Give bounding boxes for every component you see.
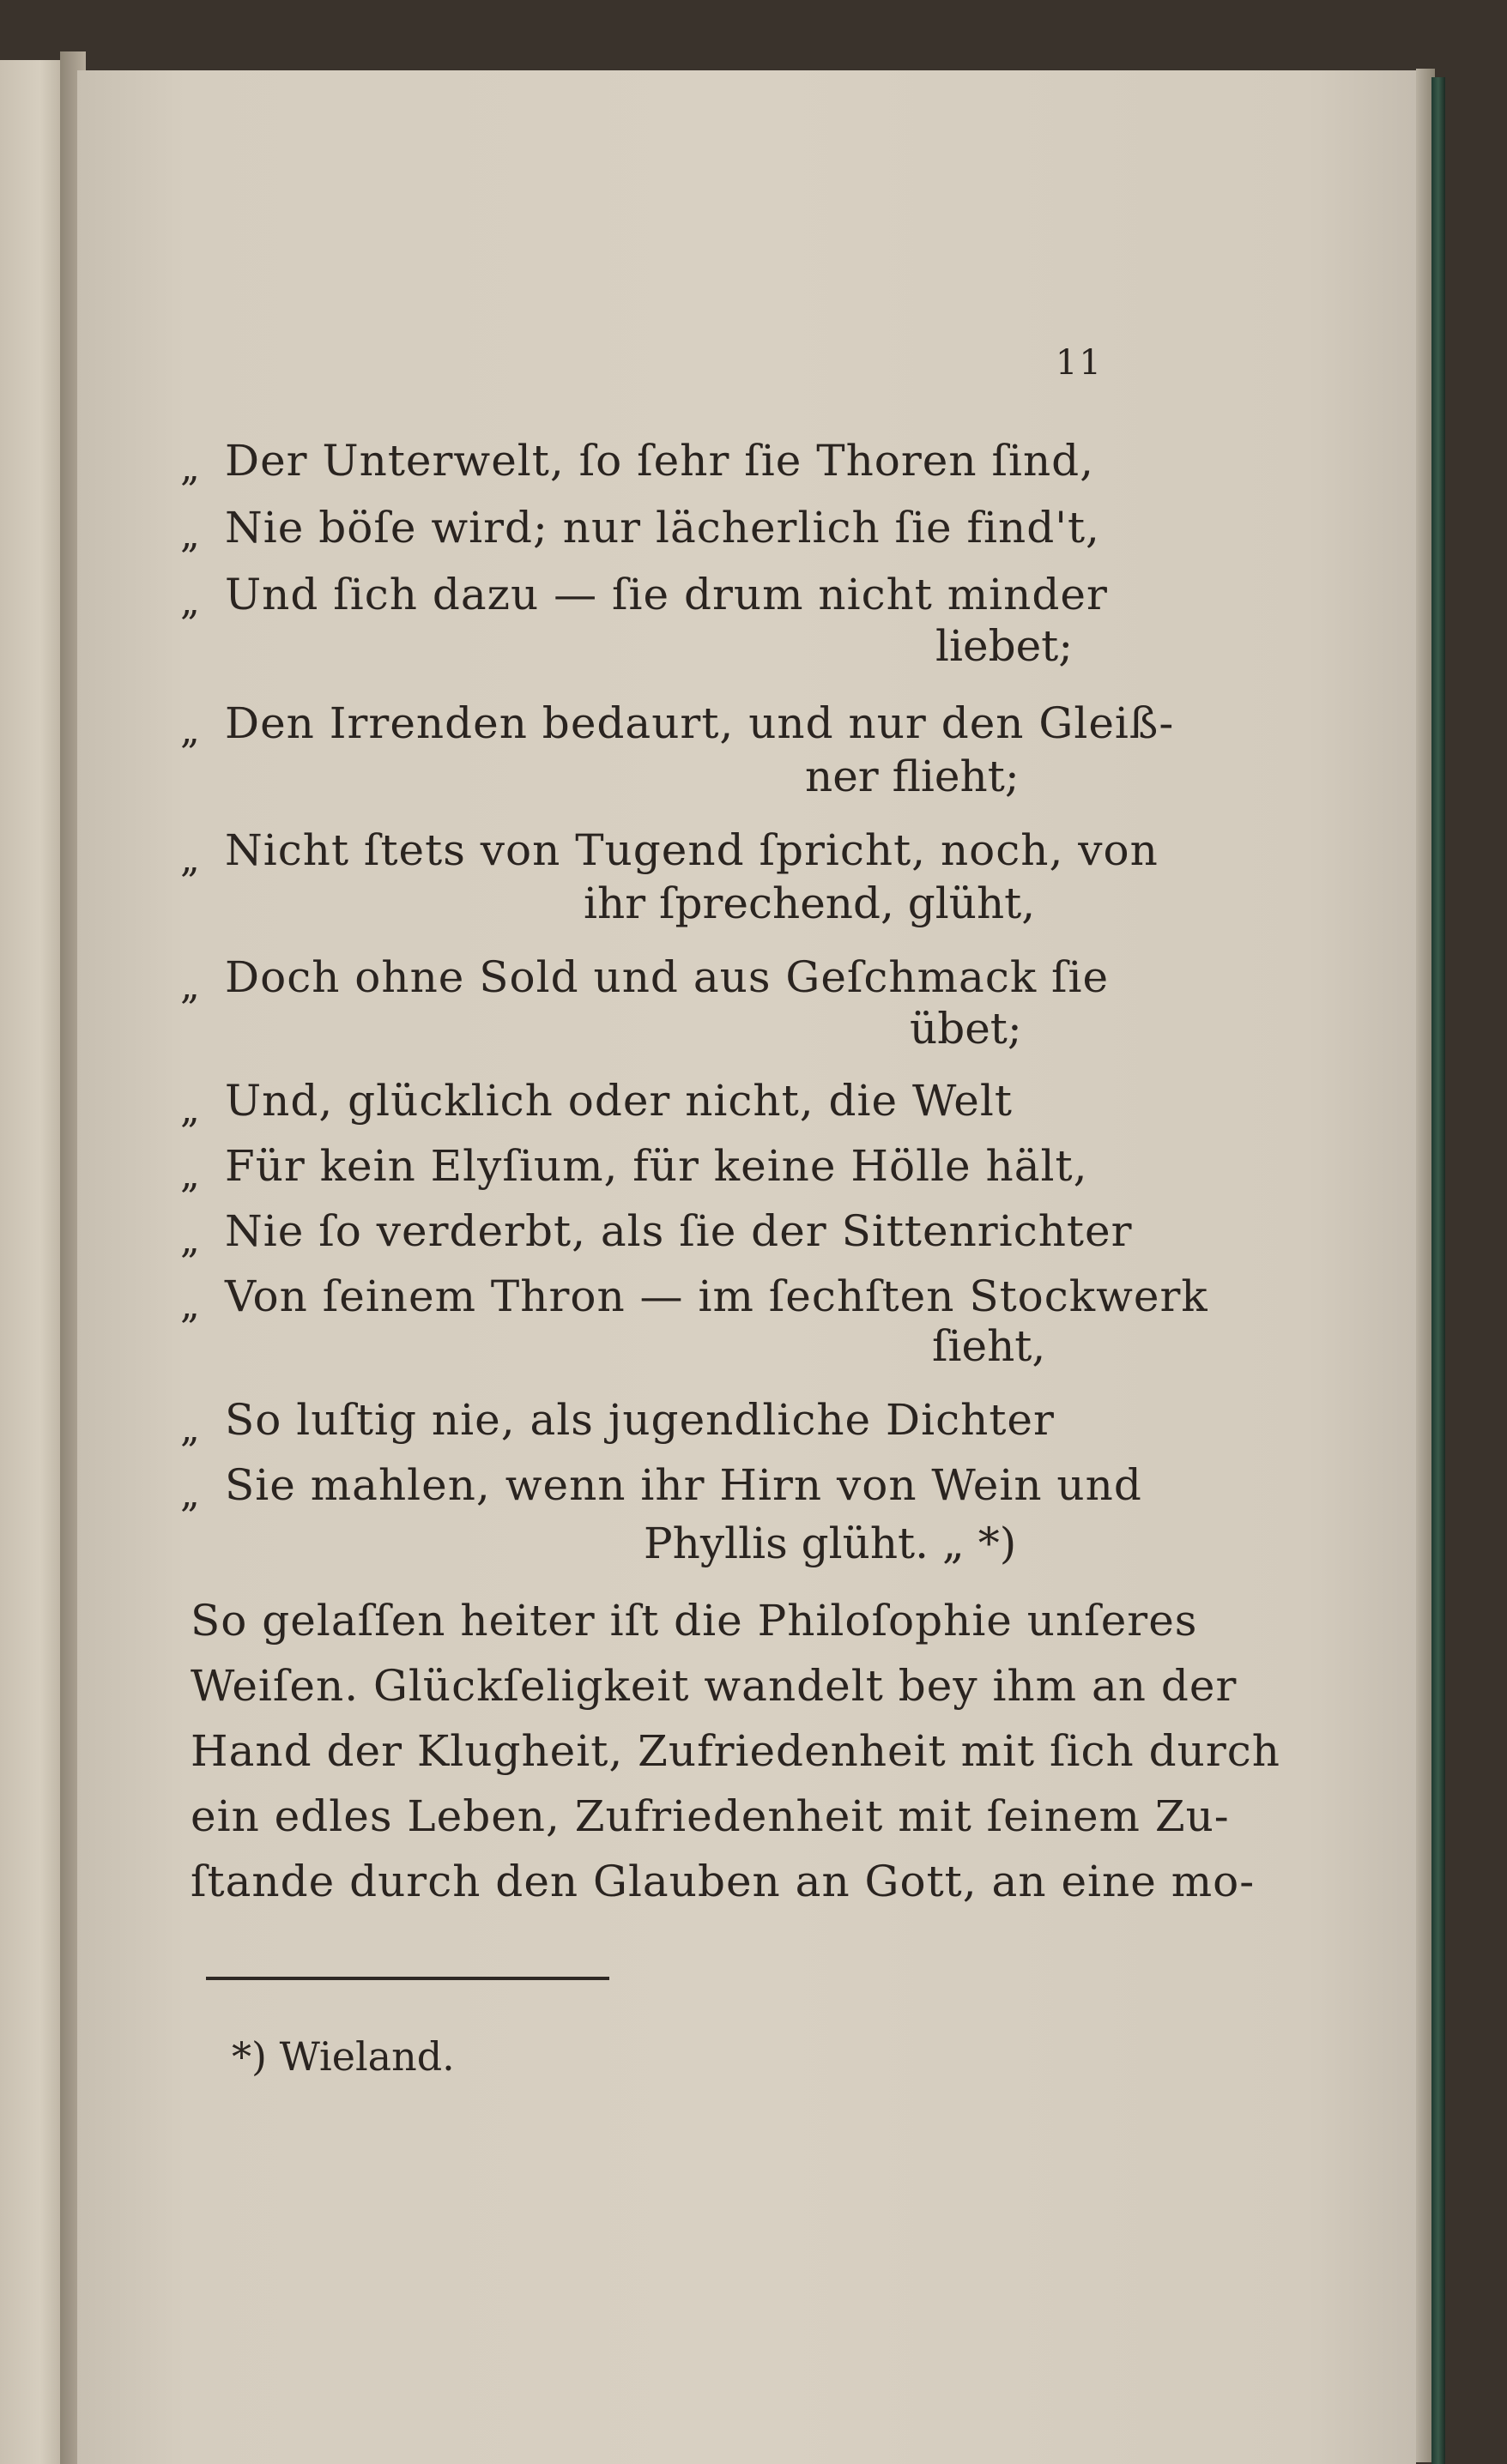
paragraph-line: Hand der Klugheit, Zufriedenheit mit ſich durch [191, 1726, 1280, 1776]
verse-quote: „ [180, 1472, 200, 1516]
verse-text: Sie mahlen, wenn ihr Hirn von Wein und [225, 1460, 1142, 1510]
verse-continuation: übet; [910, 1004, 1022, 1054]
verse-quote: „ [180, 837, 200, 881]
book-cover-edge [1431, 77, 1445, 2464]
page-number: 11 [1056, 343, 1103, 383]
verse-continuation: ihr ſprechend, glüht, [584, 879, 1036, 928]
verse-continuation: ſieht, [932, 1321, 1046, 1371]
verse-quote: „ [180, 1283, 200, 1327]
verse-continuation: ner flieht; [805, 752, 1020, 801]
verse-text: Für kein Elyſium, für keine Hölle hält, [225, 1141, 1088, 1191]
verse-text: Doch ohne Sold und aus Geſchmack ſie [225, 952, 1110, 1002]
verse-quote: „ [180, 1088, 200, 1132]
verse-quote: „ [180, 709, 200, 752]
verse-quote: „ [180, 1218, 200, 1262]
verse-text: Den Irrenden bedaurt, und nur den Gleiß- [225, 698, 1175, 748]
paragraph-line: ſtande durch den Glauben an Gott, an eine mo- [191, 1857, 1256, 1906]
verse-text: So luſtig nie, als jugendliche Dichter [225, 1395, 1055, 1445]
verse-text: Nie ſo verderbt, als ſie der Sittenrichter [225, 1206, 1133, 1256]
footnote-rule [206, 1977, 609, 1980]
verse-quote: „ [180, 580, 200, 624]
verse-text: Und ſich dazu — ſie drum nicht minder [225, 570, 1108, 619]
verse-text: Nicht ſtets von Tugend ſpricht, noch, von [225, 825, 1159, 875]
verse-quote: „ [180, 1153, 200, 1197]
verse-text: Und, glücklich oder nicht, die Welt [225, 1076, 1013, 1126]
verse-text: Nie böſe wird; nur lächerlich ſie find't, [225, 503, 1100, 553]
paragraph-line: Weiſen. Glückſeligkeit wandelt bey ihm an der [191, 1661, 1238, 1711]
footnote: *) Wieland. [232, 2033, 455, 2080]
verse-quote: „ [180, 1407, 200, 1451]
paragraph-line: ein edles Leben, Zufriedenheit mit ſeinem Zu- [191, 1791, 1230, 1841]
verse-quote: „ [180, 446, 200, 490]
verse-quote: „ [180, 964, 200, 1008]
verse-continuation: Phyllis glüht. „ *) [644, 1519, 1017, 1568]
left-page-edge [0, 60, 67, 2464]
verse-quote: „ [180, 513, 200, 557]
paragraph-line: So gelaſſen heiter iſt die Philoſophie unſeres [191, 1596, 1198, 1646]
verse-text: Der Unterwelt, ſo ſehr ſie Thoren ſind, [225, 436, 1095, 486]
page [77, 70, 1416, 2464]
verse-text: Von ſeinem Thron — im ſechſten Stockwerk [225, 1271, 1208, 1321]
verse-continuation: liebet; [935, 621, 1074, 671]
